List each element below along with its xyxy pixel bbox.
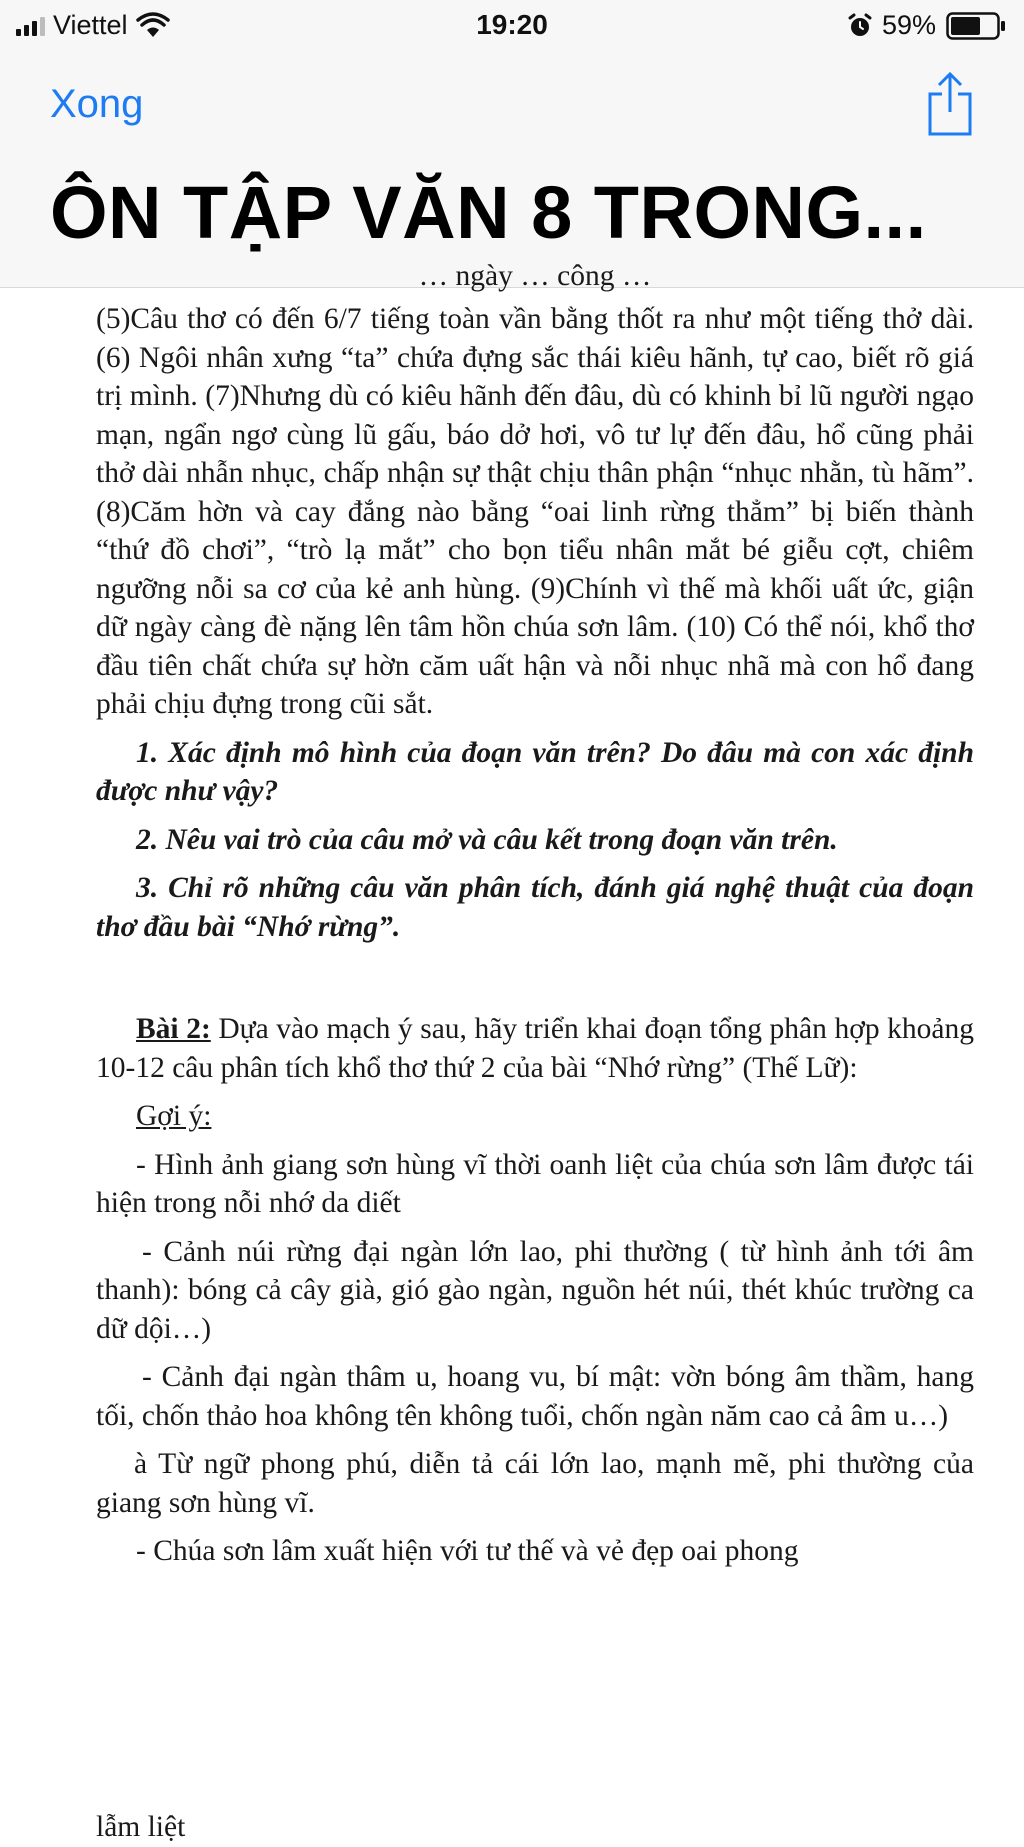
battery-icon: [946, 12, 1006, 40]
hint-heading: [96, 1097, 974, 1136]
question-1: 1. Xác định mô hình của đoạn văn trên? Do đâu mà con xác định được như vậy?: [96, 736, 974, 807]
hint-item: - Hình ảnh giang sơn hùng vĩ thời oanh liệt của chúa sơn lâm được tái hiện trong nỗi nhớ da diết: [96, 1148, 974, 1219]
hint-item: - Chúa sơn lâm xuất hiện với tư thế và vẻ đẹp oai phong: [136, 1535, 799, 1567]
question-3: 3. Chỉ rõ những câu văn phân tích, đánh giá nghệ thuật của đoạn thơ đầu bài “Nhớ rừng”.: [96, 872, 974, 943]
clipped-text-top: … ngày … công …: [418, 260, 652, 292]
exercise-2-paragraph: [96, 1010, 974, 1087]
done-button[interactable]: Xong: [50, 82, 144, 126]
clipped-line-top: [96, 260, 974, 297]
status-time: 19:20: [476, 9, 548, 40]
exercise-2-label: Bài 2:: [136, 1013, 211, 1045]
clipped-text-bottom: lẫm liệt: [96, 1811, 186, 1843]
carrier-name: Viettel: [53, 10, 128, 40]
hint-item: - Cảnh đại ngàn thâm u, hoang vu, bí mật: vờn bóng âm thầm, hang tối, chốn thảo hoa không tên không tuổi, chốn ngàn năm cao cả âm u…): [96, 1361, 974, 1432]
hint-item: - Cảnh núi rừng đại ngàn lớn lao, phi thường ( từ hình ảnh tới âm thanh): bóng cả cây già, gió gào ngàn, nguồn hét núi, thét khúc trường ca dữ dội…): [96, 1235, 974, 1345]
exercise-2-text: Dựa vào mạch ý sau, hãy triển khai đoạn tổng phân hợp khoảng 10-12 câu phân tích khổ thơ thứ 2 của bài “Nhớ rừng” (Thế Lữ):: [96, 1013, 974, 1084]
share-button[interactable]: [924, 70, 976, 138]
document-title: ÔN TẬP VĂN 8 TRONG...: [50, 171, 927, 254]
analysis-paragraph: (5)Câu thơ có đến 6/7 tiếng toàn vần bằng thốt ra như một tiếng thở dài. (6) Ngôi nhân xưng “ta” chứa đựng sắc thái kiêu hãnh, tự cao, biết rõ giá trị mình. (7)Nhưng dù có kiêu hãnh đến đâu, dù có khinh bỉ lũ người ngạo mạn, ngẩn ngơ cùng lũ gấu, báo dở hơi, vô tư lự đến đâu, hổ cũng phải thở dài nhẫn nhục, chấp nhận sự thật chịu thân phận “nhục nhằn, tù hãm”. (8)Căm hờn và cay đắng nào bằng “oai linh rừng thẳm” bị biến thành “thứ đồ chơi”, “trò lạ mắt” cho bọn tiểu nhân mắt bé giễu cợt, chiêm ngưỡng nỗi sa cơ của kẻ anh hùng. (9)Chính vì thế mà khối uất ức, giận dữ ngày càng đè nặng lên tâm hồn chúa sơn lâm. (10) Có thể nói, khổ thơ đầu tiên chất chứa sự hờn căm uất hận và nỗi nhục nhã mà con hổ đang phải chịu đựng trong cũi sắt.: [96, 303, 974, 720]
status-bar: [0, 0, 1024, 52]
question-2: 2. Nêu vai trò của câu mở và câu kết trong đoạn văn trên.: [136, 823, 838, 856]
hint-item: à Từ ngữ phong phú, diễn tả cái lớn lao, mạnh mẽ, phi thường của giang sơn hùng vĩ.: [96, 1448, 974, 1519]
battery-percent: 59%: [881, 10, 936, 40]
status-right: [848, 10, 1006, 41]
hint-label: Gợi ý:: [136, 1100, 212, 1132]
document-content: [96, 300, 974, 1571]
navigation-bar: [0, 52, 1024, 288]
alarm-icon: [848, 13, 872, 39]
share-icon: [924, 70, 976, 138]
clipped-line-bottom: [96, 1808, 974, 1843]
